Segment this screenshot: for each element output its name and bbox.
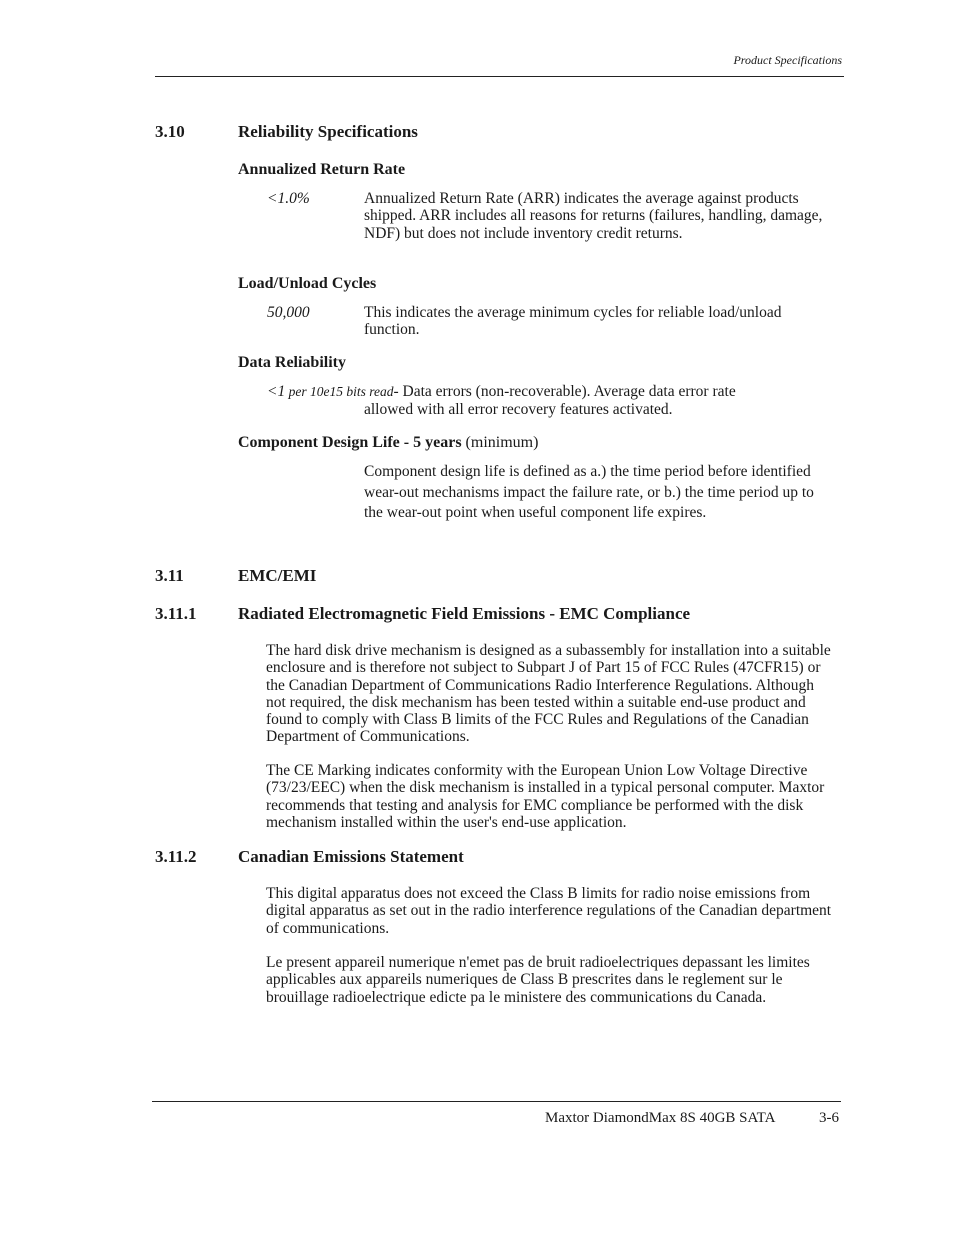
data-reliability-description-rest: allowed with all error recovery features activated. (364, 400, 673, 418)
section-number-3-11-2: 3.11.2 (155, 847, 197, 866)
section-title-reliability: Reliability Specifications (238, 122, 418, 141)
load-unload-value: 50,000 (267, 304, 310, 321)
data-reliability-value: <1 (267, 383, 286, 400)
component-life-heading-suffix: (minimum) (461, 434, 539, 451)
data-reliability-description-first: - Data errors (non-recoverable). Average data error rate (393, 383, 736, 400)
data-reliability-block (267, 383, 832, 418)
running-header: Product Specifications (733, 53, 842, 67)
header-divider (155, 76, 844, 77)
arr-value: <1.0% (267, 190, 310, 207)
canadian-paragraph-french: Le present appareil numerique n'emet pas de bruit radioelectriques depassant les limites applicables aux appareils numeriques de Class B prescrites dans le reglement sur le brouillage radioelectrique edicte pa le ministere des communications du Canada. (266, 954, 810, 1006)
load-unload-description: This indicates the average minimum cycles for reliable load/unload function. (364, 304, 782, 339)
emc-paragraph-2: The CE Marking indicates conformity with the European Union Low Voltage Directive (73/23/EEC) when the disk mechanism is installed in a typical personal computer. Maxtor recommends that testing and analysis for EMC compliance be performed with the disk mechanism installed within the user's end-use application. (266, 762, 825, 831)
footer-divider (152, 1101, 841, 1102)
subheading-annualized-return-rate: Annualized Return Rate (238, 161, 406, 178)
component-life-heading: Component Design Life - 5 years (238, 434, 462, 451)
footer-page-number: 3-6 (819, 1110, 839, 1126)
subheading-component-design-life (238, 434, 538, 452)
section-title-emc-emi: EMC/EMI (238, 566, 317, 585)
data-reliability-value-unit: per 10e15 bits read (285, 384, 394, 399)
emc-paragraph-1: The hard disk drive mechanism is designed as a subassembly for installation into a suitable enclosure and is therefore not subject to Subpart J of Part 15 of FCC Rules (47CFR15) or the Canadian Department of Communications Radio Interference Regulations. Although not required, the disk mechanism has been tested within a suitable end-use product and found to comply with Class B limits of the FCC Rules and Regulations of the Canadian Department of Communications. (266, 642, 831, 746)
subheading-data-reliability: Data Reliability (238, 354, 346, 371)
section-title-canadian-emissions: Canadian Emissions Statement (238, 847, 464, 866)
section-number-3-11-1: 3.11.1 (155, 604, 197, 623)
component-life-description: Component design life is defined as a.) the time period before identified wear-out mechanisms impact the failure rate, or b.) the time period up to the wear-out point when useful component life expires. (364, 463, 814, 521)
section-number-3-11: 3.11 (155, 566, 184, 585)
subheading-load-unload-cycles: Load/Unload Cycles (238, 275, 377, 292)
section-title-radiated-emissions: Radiated Electromagnetic Field Emissions - EMC Compliance (238, 604, 691, 623)
footer-product-name: Maxtor DiamondMax 8S 40GB SATA (545, 1110, 776, 1126)
section-number-3-10: 3.10 (155, 122, 185, 141)
arr-description: Annualized Return Rate (ARR) indicates the average against products shipped. ARR includes all reasons for returns (failures, handling, damage, NDF) but does not include inventory credit returns. (364, 190, 823, 242)
canadian-paragraph-english: This digital apparatus does not exceed the Class B limits for radio noise emissions from digital apparatus as set out in the radio interference regulations of the Canadian department of communications. (266, 885, 832, 937)
